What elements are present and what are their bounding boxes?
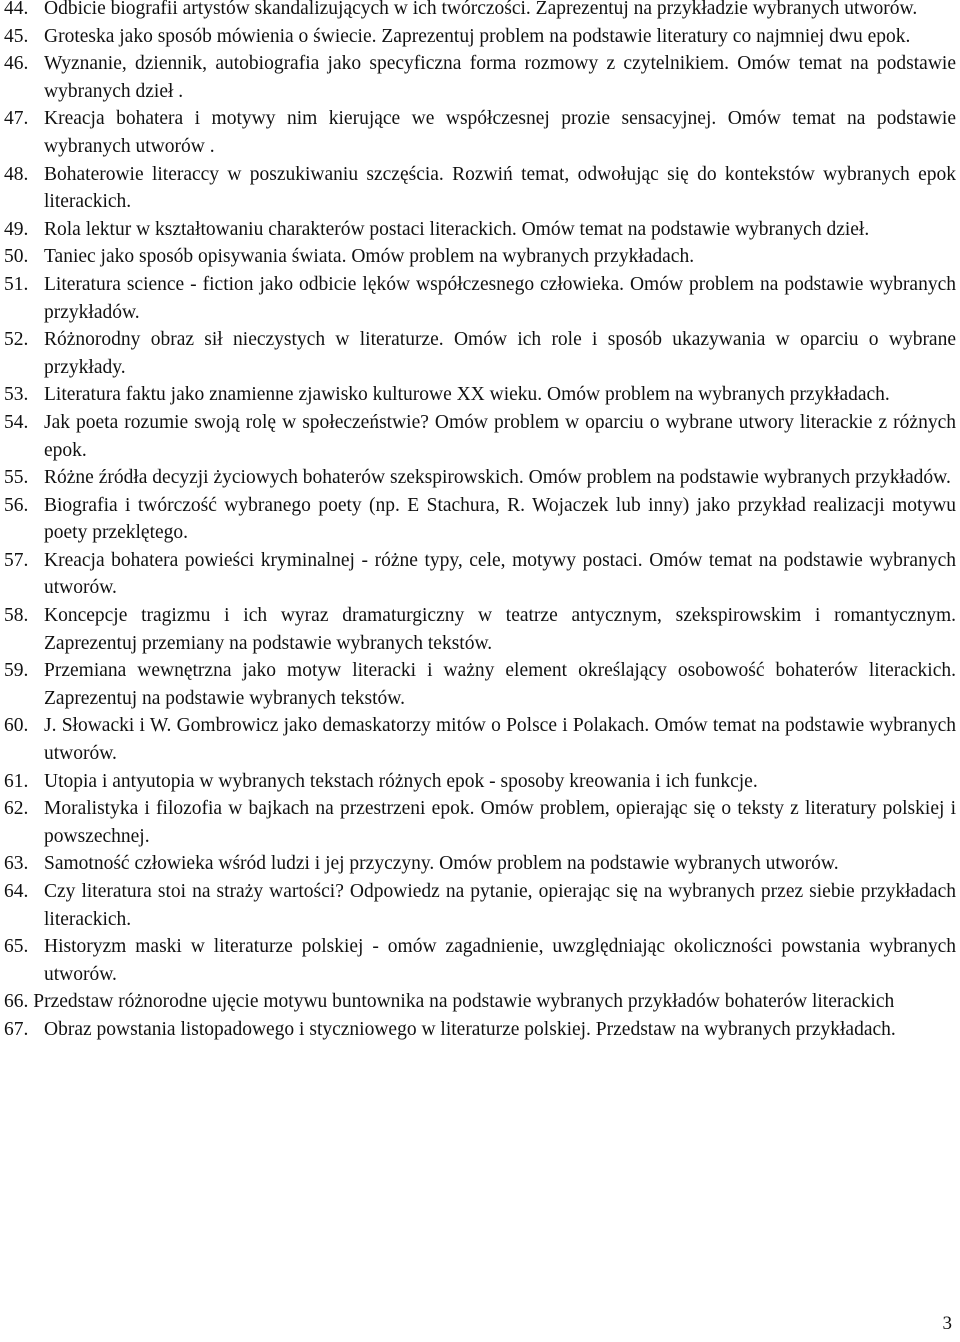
item-text: Utopia i antyutopia w wybranych tekstach różnych epok - sposoby kreowania i ich funkcje. bbox=[44, 770, 758, 792]
item-text: Przedstaw różnorodne ujęcie motywu buntownika na podstawie wybranych przykładów bohaterów literackich bbox=[33, 991, 895, 1013]
list-item bbox=[4, 464, 956, 492]
item-number: 44. bbox=[4, 0, 29, 19]
list-item bbox=[4, 381, 956, 409]
list-item bbox=[4, 23, 956, 51]
list-item bbox=[4, 0, 956, 23]
list-item bbox=[4, 795, 956, 850]
item-number: 58. bbox=[4, 605, 29, 627]
item-text: Kreacja bohatera powieści kryminalnej - różne typy, cele, motywy postaci. Omów temat na podstawie wybranych utworów. bbox=[44, 549, 956, 599]
item-text: Samotność człowieka wśród ludzi i jej przyczyny. Omów problem na podstawie wybranych utworów. bbox=[44, 853, 839, 875]
item-number: 59. bbox=[4, 660, 29, 682]
list-item bbox=[4, 933, 956, 988]
item-number: 63. bbox=[4, 853, 29, 875]
list-item bbox=[4, 243, 956, 271]
item-text: Moralistyka i filozofia w bajkach na przestrzeni epok. Omów problem, opierając się o teksty z literatury polskiej i powszechnej. bbox=[44, 798, 956, 847]
item-text: Biografia i twórczość wybranego poety (np. E Stachura, R. Wojaczek lub inny) jako przykład realizacji motywu poety przeklętego. bbox=[44, 494, 956, 544]
item-number: 48. bbox=[4, 163, 29, 185]
item-number: 67. bbox=[4, 1018, 29, 1040]
item-number: 47. bbox=[4, 108, 29, 130]
list-item bbox=[4, 409, 956, 464]
list-item bbox=[4, 271, 956, 326]
item-number: 64. bbox=[4, 881, 29, 902]
item-number: 51. bbox=[4, 273, 29, 295]
list-item bbox=[4, 547, 956, 602]
list-item bbox=[4, 326, 956, 381]
item-text: Obraz powstania listopadowego i styczniowego w literaturze polskiej. Przedstaw na wybranych przykładach. bbox=[44, 1018, 896, 1040]
item-text: J. Słowacki i W. Gombrowicz jako demaskatorzy mitów o Polsce i Polakach. Omów temat na podstawie wybranych utworów. bbox=[44, 715, 956, 765]
item-number: 61. bbox=[4, 770, 29, 792]
list-item bbox=[4, 105, 956, 160]
item-number: 53. bbox=[4, 384, 29, 406]
list-item bbox=[4, 50, 956, 105]
item-text: Kreacja bohatera i motywy nim kierujące we współczesnej prozie sensacyjnej. Omów temat na podstawie wybranych utworów . bbox=[44, 108, 956, 157]
item-number: 54. bbox=[4, 411, 29, 433]
item-number: 46. bbox=[4, 53, 29, 75]
item-text: Jak poeta rozumie swoją rolę w społeczeństwie? Omów problem w oparciu o wybrane utwory literackie z różnych epok. bbox=[44, 411, 956, 461]
item-text: Różne źródła decyzji życiowych bohaterów szekspirowskich. Omów problem na podstawie wybranych przykładów. bbox=[44, 467, 951, 489]
list-item bbox=[4, 1016, 956, 1044]
list-item bbox=[4, 492, 956, 547]
item-text: Koncepcje tragizmu i ich wyraz dramaturgiczny w teatrze antycznym, szekspirowskim i romantycznym. Zaprezentuj przemiany na podstawie wybranych tekstów. bbox=[44, 605, 956, 654]
item-text: Literatura science - fiction jako odbicie lęków współczesnego człowieka. Omów problem na podstawie wybranych przykładów. bbox=[44, 273, 956, 323]
item-text: Odbicie biografii artystów skandalizujących w ich twórczości. Zaprezentuj na przykładzie wybranych utworów. bbox=[44, 0, 918, 19]
list-item bbox=[4, 878, 956, 933]
item-text: Historyzm maski w literaturze polskiej - omów zagadnienie, uwzględniając okoliczności powstania wybranych utworów. bbox=[44, 936, 956, 985]
list-item bbox=[4, 161, 956, 216]
item-text: Taniec jako sposób opisywania świata. Omów problem na wybranych przykładach. bbox=[44, 246, 695, 268]
item-text: Czy literatura stoi na straży wartości? Odpowiedz na pytanie, opierając się na wybranych przez siebie przykładach literackich. bbox=[44, 881, 956, 930]
list-item bbox=[4, 768, 956, 796]
item-text: Przemiana wewnętrzna jako motyw literacki i ważny element określający osobowość bohaterów literackich. Zaprezentuj na podstawie wybranych tekstów. bbox=[44, 660, 956, 709]
item-number: 55. bbox=[4, 467, 29, 489]
item-number: 50. bbox=[4, 246, 29, 268]
list-item bbox=[4, 712, 956, 767]
item-text: Różnorodny obraz sił nieczystych w literaturze. Omów ich role i sposób ukazywania w oparciu o wybrane przykłady. bbox=[44, 329, 956, 378]
list-item bbox=[4, 850, 956, 878]
item-number: 45. bbox=[4, 25, 29, 47]
item-number: 60. bbox=[4, 715, 29, 737]
item-text: Literatura faktu jako znamienne zjawisko kulturowe XX wieku. Omów problem na wybranych przykładach. bbox=[44, 384, 890, 406]
list-item bbox=[4, 657, 956, 712]
item-text: Rola lektur w kształtowaniu charakterów postaci literackich. Omów temat na podstawie wybranych dzieł. bbox=[44, 218, 870, 240]
item-text: Wyznanie, dziennik, autobiografia jako specyficzna forma rozmowy z czytelnikiem. Omów temat na podstawie wybranych dzieł . bbox=[44, 53, 956, 102]
item-number: 57. bbox=[4, 549, 29, 571]
item-number: 65. bbox=[4, 936, 29, 958]
item-number: 49. bbox=[4, 218, 29, 240]
list-item bbox=[4, 216, 956, 244]
item-number: 66. bbox=[4, 991, 29, 1013]
item-number: 52. bbox=[4, 329, 29, 351]
item-text: Bohaterowie literaccy w poszukiwaniu szczęścia. Rozwiń temat, odwołując się do kontekstów wybranych epok literackich. bbox=[44, 163, 956, 213]
list-item bbox=[4, 988, 956, 1016]
document-page bbox=[4, 0, 956, 1044]
list-item bbox=[4, 602, 956, 657]
item-text: Groteska jako sposób mówienia o świecie. Zaprezentuj problem na podstawie literatury co najmniej dwu epok. bbox=[44, 25, 911, 47]
item-number: 62. bbox=[4, 798, 29, 820]
item-number: 56. bbox=[4, 494, 29, 516]
page-number: 3 bbox=[942, 1313, 952, 1335]
